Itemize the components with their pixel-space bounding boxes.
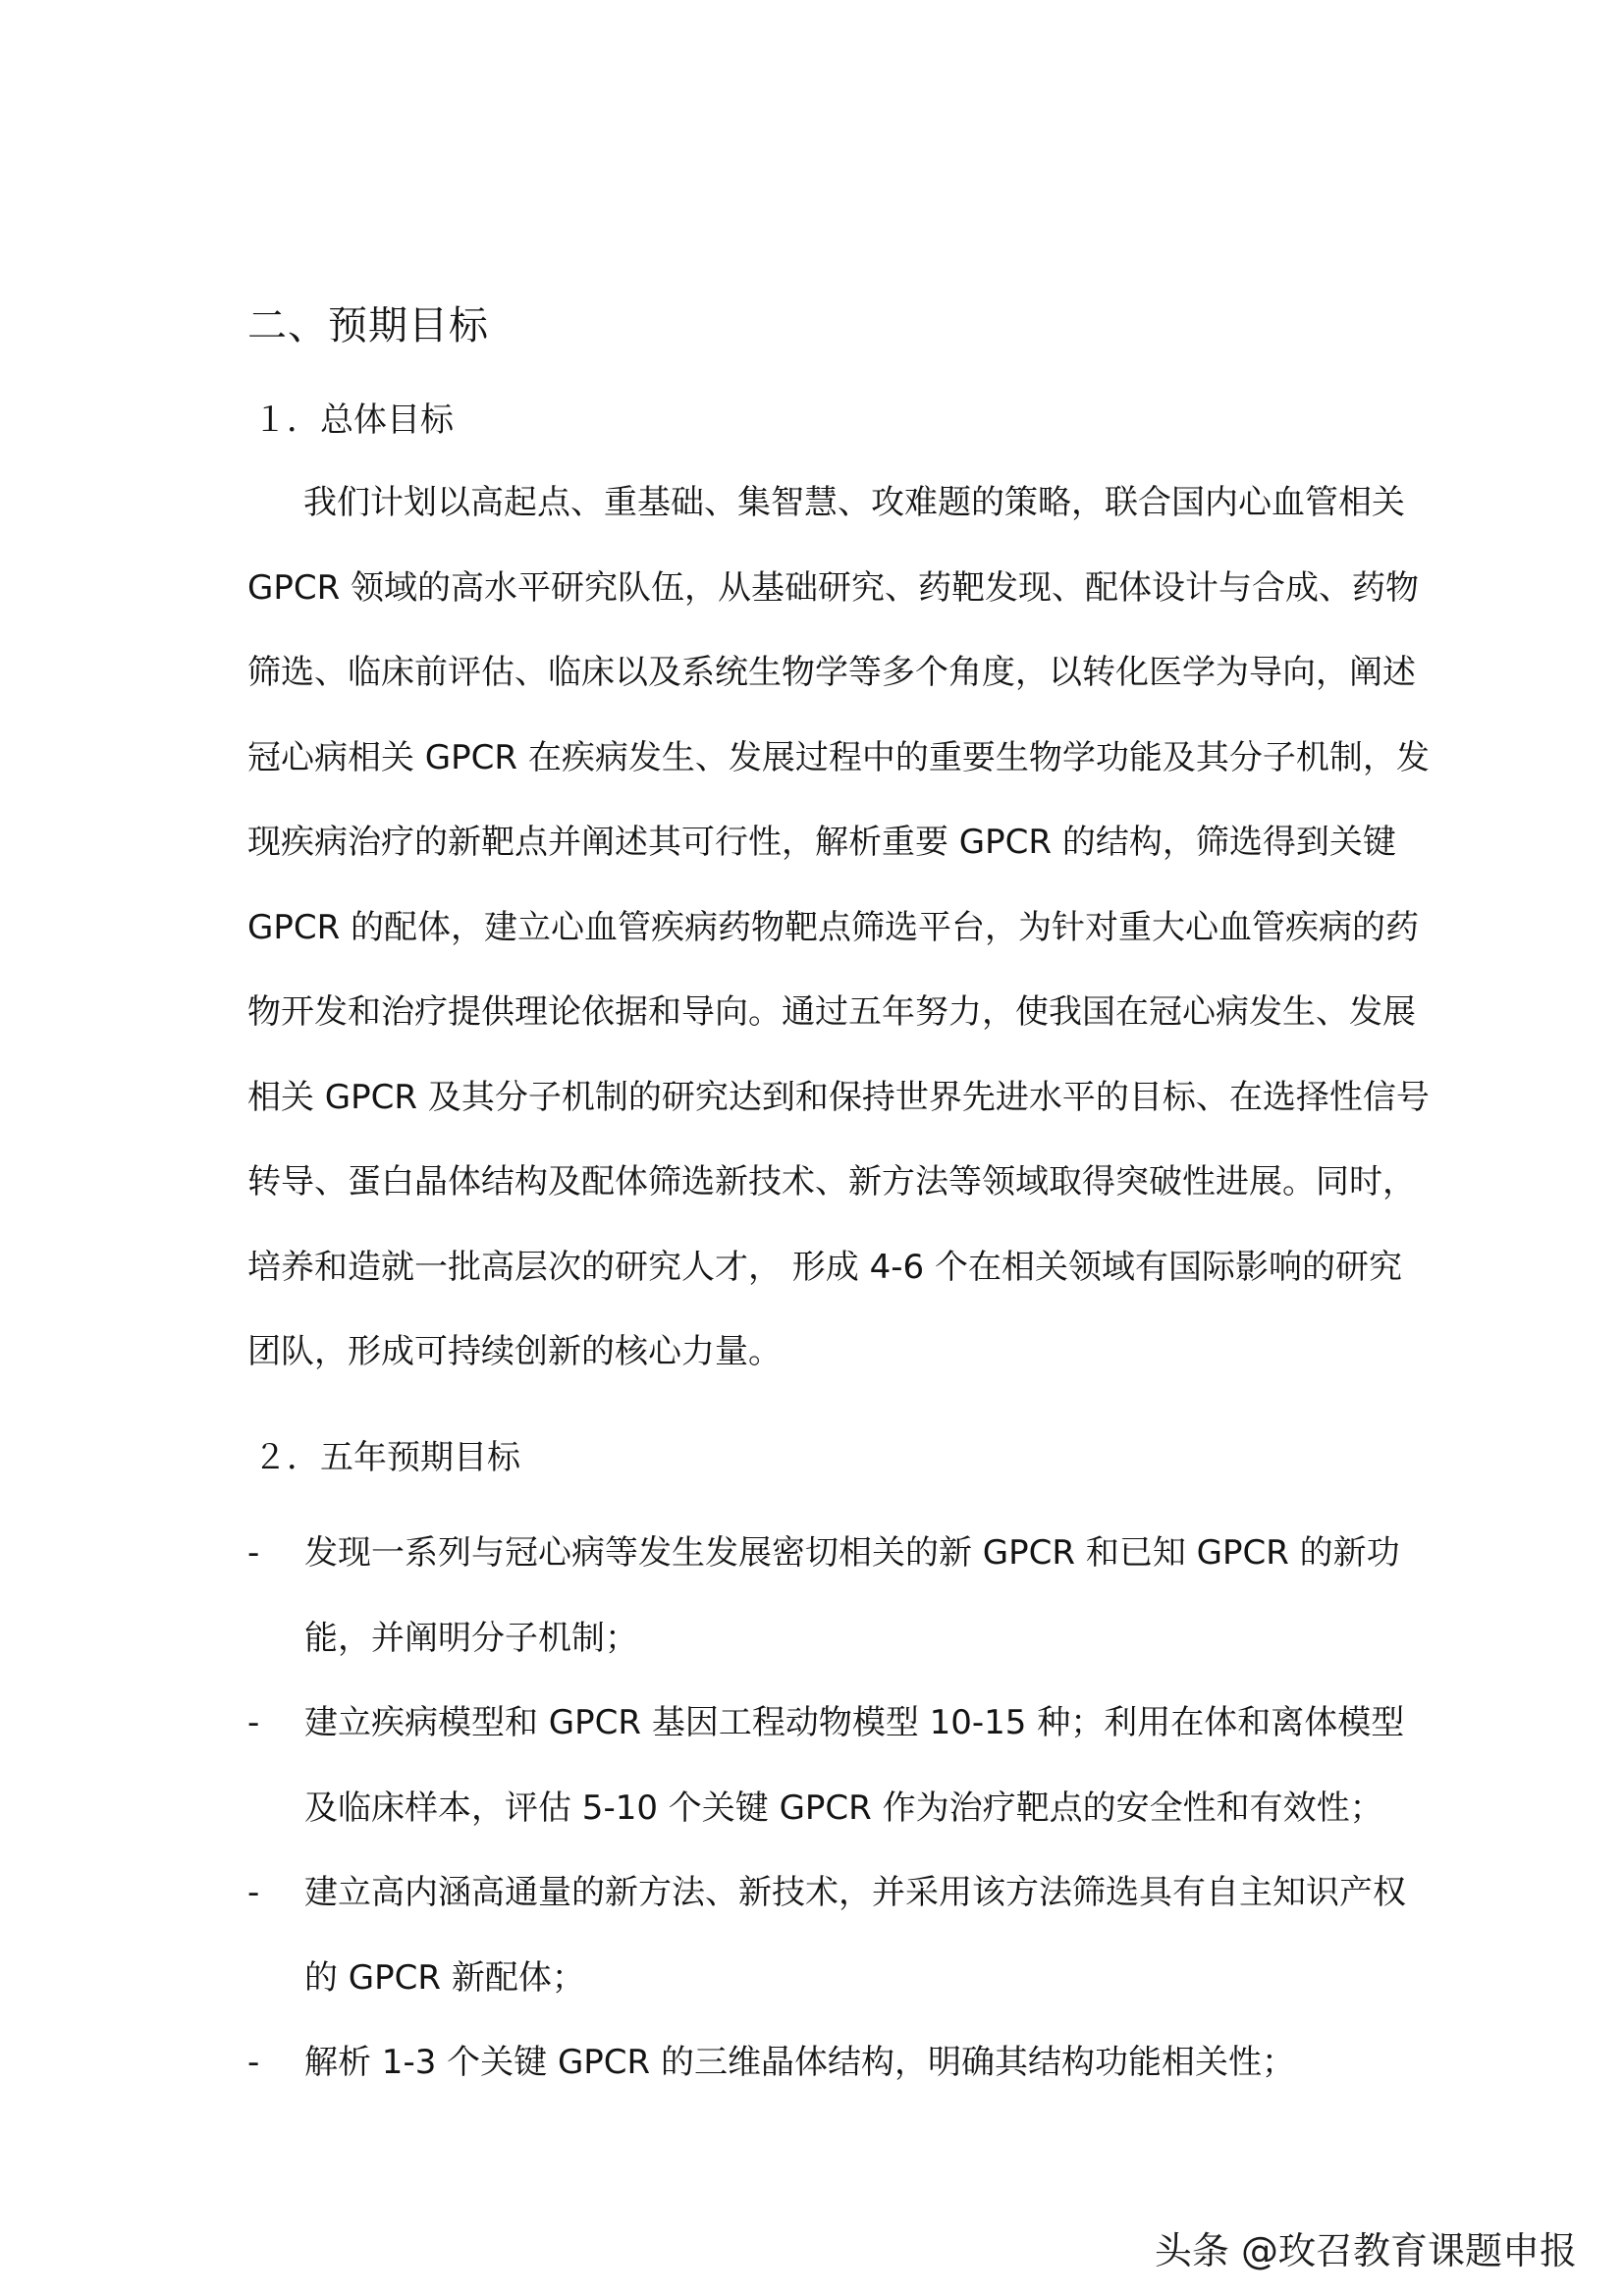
paragraph-line: 我们计划以高起点、重基础、集智慧、攻难题的策略，联合国内心血管相关 bbox=[303, 483, 1405, 522]
paragraph-line: 物开发和治疗提供理论依据和导向。通过五年努力，使我国在冠心病发生、发展 bbox=[247, 992, 1416, 1032]
list-item-text bbox=[304, 2033, 1388, 2118]
dash-bullet-icon: - bbox=[247, 1533, 260, 1573]
paragraph-line: 现疾病治疗的新靶点并阐述其可行性，解析重要 GPCR 的结构，筛选得到关键 bbox=[247, 823, 1396, 862]
list-item-line: 解析 1-3 个关键 GPCR 的三维晶体结构，明确其结构功能相关性； bbox=[304, 2043, 1295, 2082]
list-item-text bbox=[304, 1523, 1400, 1693]
list-item-text bbox=[304, 1863, 1406, 2033]
five-year-goals-list bbox=[247, 1523, 1406, 2118]
list-item-line: 的 GPCR 新配体； bbox=[304, 1957, 585, 1998]
list-item-line: 能，并阐明分子机制； bbox=[304, 1618, 638, 1658]
paragraph-line: 筛选、临床前评估、临床以及系统生物学等多个角度，以转化医学为导向，阐述 bbox=[247, 653, 1416, 692]
list-item bbox=[247, 1693, 1405, 1863]
list-item bbox=[247, 2033, 1388, 2118]
paragraph-line: 相关 GPCR 及其分子机制的研究达到和保持世界先进水平的目标、在选择性信号 bbox=[247, 1077, 1430, 1117]
list-item-line: 及临床样本，评估 5-10 个关键 GPCR 作为治疗靶点的安全性和有效性； bbox=[304, 1788, 1383, 1828]
paragraph-line: GPCR 的配体，建立心血管疾病药物靶点筛选平台，为针对重大心血管疾病的药 bbox=[247, 907, 1420, 947]
paragraph-line: 培养和造就一批高层次的研究人才， 形成 4-6 个在相关领域有国际影响的研究 bbox=[247, 1247, 1402, 1287]
paragraph-line: 转导、蛋白晶体结构及配体筛选新技术、新方法等领域取得突破性进展。同时， bbox=[247, 1162, 1416, 1201]
subsection-title-five-year-goals: ２．五年预期目标 bbox=[253, 1438, 520, 1477]
paragraph-line: GPCR 领域的高水平研究队伍，从基础研究、药靶发现、配体设计与合成、药物 bbox=[247, 567, 1420, 608]
overall-goal-paragraph bbox=[247, 473, 1430, 1408]
section-heading: 二、预期目标 bbox=[247, 303, 489, 348]
dash-bullet-icon: - bbox=[247, 1703, 260, 1742]
list-item-line: 建立疾病模型和 GPCR 基因工程动物模型 10-15 种；利用在体和离体模型 bbox=[304, 1703, 1405, 1742]
source-watermark: 头条 @玫召教育课题申报 bbox=[1154, 2229, 1577, 2272]
dash-bullet-icon: - bbox=[247, 2043, 260, 2082]
list-item-line: 发现一系列与冠心病等发生发展密切相关的新 GPCR 和已知 GPCR 的新功 bbox=[304, 1533, 1400, 1573]
list-item-text bbox=[304, 1693, 1405, 1863]
paragraph-line: 冠心病相关 GPCR 在疾病发生、发展过程中的重要生物学功能及其分子机制，发 bbox=[247, 737, 1430, 777]
list-item-line: 建立高内涵高通量的新方法、新技术，并采用该方法筛选具有自主知识产权 bbox=[304, 1873, 1406, 1912]
dash-bullet-icon: - bbox=[247, 1873, 260, 1912]
list-item bbox=[247, 1863, 1406, 2033]
paragraph-line: 团队，形成可持续创新的核心力量。 bbox=[247, 1332, 782, 1371]
list-item bbox=[247, 1523, 1400, 1693]
subsection-title-overall-goal: １．总体目标 bbox=[253, 400, 454, 440]
